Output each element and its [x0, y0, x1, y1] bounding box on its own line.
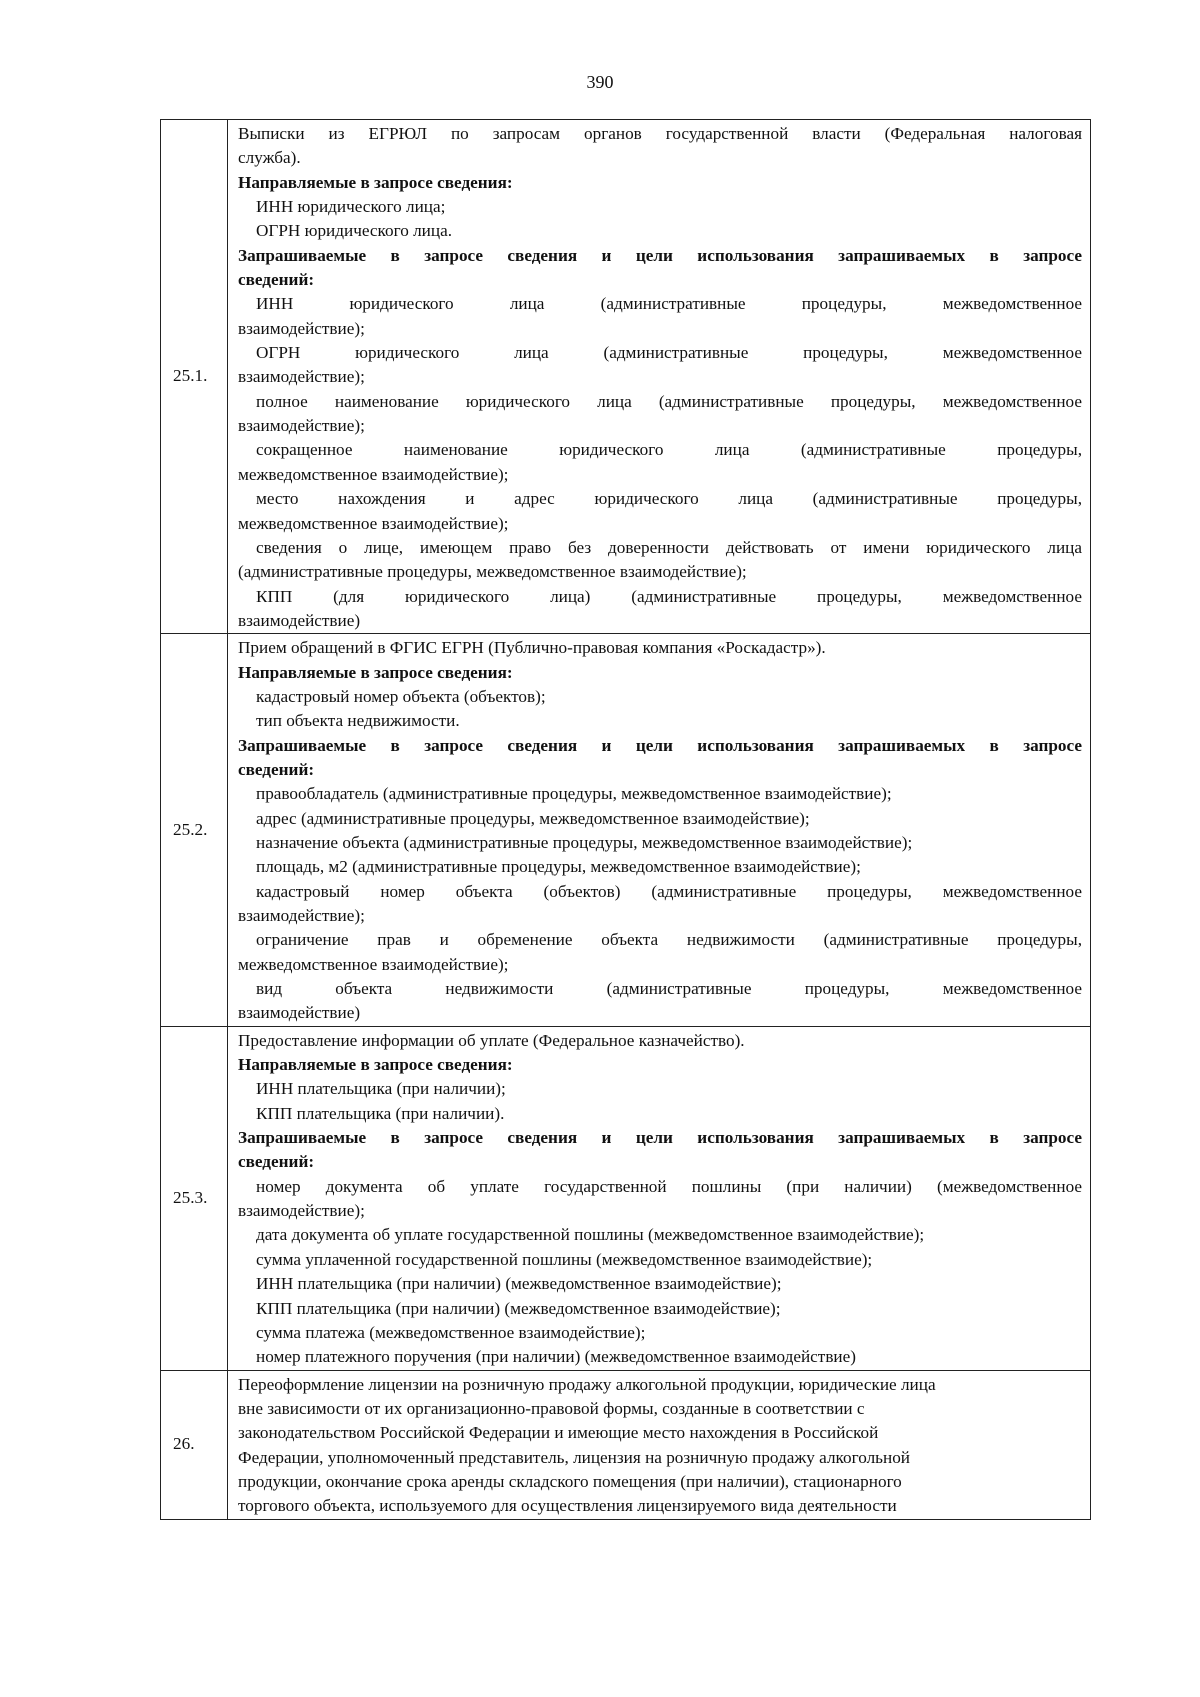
text-line: площадь, м2 (административные процедуры, межведомственное взаимодействие); — [256, 857, 861, 877]
text-line: место нахождения и адрес юридического лица (административные процедуры, — [256, 489, 1082, 509]
text-line: Переоформление лицензии на розничную продажу алкогольной продукции, юридические лица — [238, 1374, 936, 1394]
row-content — [228, 120, 1091, 634]
text-line: вид объекта недвижимости (административные процедуры, межведомственное — [256, 979, 1082, 999]
text-line: взаимодействие) — [238, 610, 361, 630]
section-heading: Направляемые в запросе сведения: — [238, 1055, 513, 1075]
text-line: взаимодействие); — [238, 367, 365, 387]
text-line: законодательством Российской Федерации и имеющие место нахождения в Российской — [238, 1423, 879, 1443]
text-line: правообладатель (административные процедуры, межведомственное взаимодействие); — [256, 784, 892, 804]
text-line: ограничение прав и обременение объекта недвижимости (административные процедуры, — [256, 930, 1082, 950]
section-heading: сведений: — [238, 759, 315, 779]
text-line: ИНН юридического лица; — [256, 197, 446, 217]
text-line: ОГРН юридического лица (административные процедуры, межведомственное — [256, 343, 1082, 363]
text-line: Предоставление информации об уплате (Федеральное казначейство). — [238, 1030, 745, 1050]
text-line: Выписки из ЕГРЮЛ по запросам органов государственной власти (Федеральная налоговая — [238, 124, 1082, 143]
table-row — [161, 120, 1091, 634]
section-heading: Запрашиваемые в запросе сведения и цели использования запрашиваемых в запросе — [238, 1128, 1082, 1148]
text-line: (административные процедуры, межведомственное взаимодействие); — [238, 562, 747, 582]
row-content — [228, 634, 1091, 1027]
section-heading: Запрашиваемые в запросе сведения и цели использования запрашиваемых в запросе — [238, 735, 1082, 755]
row-number: 26. — [161, 1370, 228, 1519]
page-number: 390 — [586, 72, 614, 92]
text-line: торгового объекта, используемого для осуществления лицензируемого вида деятельности — [238, 1496, 897, 1516]
row-number: 25.2. — [161, 634, 228, 1027]
text-line: взаимодействие); — [238, 416, 365, 436]
text-line: продукции, окончание срока аренды складского помещения (при наличии), стационарного — [238, 1471, 902, 1491]
section-heading: Запрашиваемые в запросе сведения и цели использования запрашиваемых в запросе — [238, 245, 1082, 265]
text-line: ОГРН юридического лица. — [256, 221, 453, 241]
text-line: полное наименование юридического лица (административные процедуры, межведомственное — [256, 391, 1082, 411]
row-content — [228, 1026, 1091, 1370]
text-line: Прием обращений в ФГИС ЕГРН (Публично-правовая компания «Роскадастр»). — [238, 638, 826, 658]
text-line: взаимодействие) — [238, 1003, 361, 1023]
text-line: служба). — [238, 148, 301, 168]
text-line: взаимодействие); — [238, 906, 365, 925]
text-line: кадастровый номер объекта (объектов); — [256, 686, 546, 706]
text-line: назначение объекта (административные процедуры, межведомственное взаимодействие); — [256, 832, 913, 852]
table-row — [161, 1026, 1091, 1370]
text-line: межведомственное взаимодействие); — [238, 464, 509, 484]
text-line: кадастровый номер объекта (объектов) (административные процедуры, межведомственное — [256, 881, 1082, 901]
text-line: сведения о лице, имеющем право без доверенности действовать от имени юридического лица — [256, 537, 1082, 557]
text-line: тип объекта недвижимости. — [256, 711, 460, 731]
text-line: межведомственное взаимодействие); — [238, 513, 509, 533]
table-row — [161, 634, 1091, 1027]
section-heading: сведений: — [238, 1152, 315, 1172]
text-line: ИНН юридического лица (административные процедуры, межведомственное — [256, 294, 1082, 314]
row-number: 25.3. — [161, 1026, 228, 1370]
section-heading: Направляемые в запросе сведения: — [238, 662, 513, 682]
table-row — [161, 1370, 1091, 1519]
text-line: вне зависимости от их организационно-правовой формы, созданные в соответствии с — [238, 1398, 865, 1418]
text-line: адрес (административные процедуры, межведомственное взаимодействие); — [256, 808, 810, 828]
row-number: 25.1. — [161, 120, 228, 634]
section-heading: сведений: — [238, 270, 315, 290]
text-line: взаимодействие); — [238, 1201, 365, 1221]
text-line: ИНН плательщика (при наличии); — [256, 1079, 506, 1099]
text-line: Федерации, уполномоченный представитель, лицензия на розничную продажу алкогольной — [238, 1447, 910, 1467]
text-line: номер документа об уплате государственной пошлины (при наличии) (межведомственное — [256, 1176, 1082, 1196]
text-line: КПП плательщика (при наличии). — [256, 1103, 505, 1123]
text-line: ИНН плательщика (при наличии) (межведомственное взаимодействие); — [256, 1274, 782, 1294]
text-line: КПП плательщика (при наличии) (межведомственное взаимодействие); — [256, 1298, 781, 1318]
text-line: номер платежного поручения (при наличии) (межведомственное взаимодействие) — [256, 1347, 856, 1367]
services-table — [160, 119, 1091, 1520]
section-heading: Направляемые в запросе сведения: — [238, 172, 513, 192]
text-line: сумма уплаченной государственной пошлины (межведомственное взаимодействие); — [256, 1249, 873, 1269]
text-line: сумма платежа (межведомственное взаимодействие); — [256, 1322, 646, 1342]
text-line: межведомственное взаимодействие); — [238, 954, 509, 974]
text-line: сокращенное наименование юридического лица (административные процедуры, — [256, 440, 1082, 460]
text-line: дата документа об уплате государственной пошлины (межведомственное взаимодействие); — [256, 1225, 925, 1245]
row-content — [228, 1370, 1091, 1519]
text-line: взаимодействие); — [238, 318, 365, 338]
text-line: КПП (для юридического лица) (административные процедуры, межведомственное — [256, 586, 1082, 606]
